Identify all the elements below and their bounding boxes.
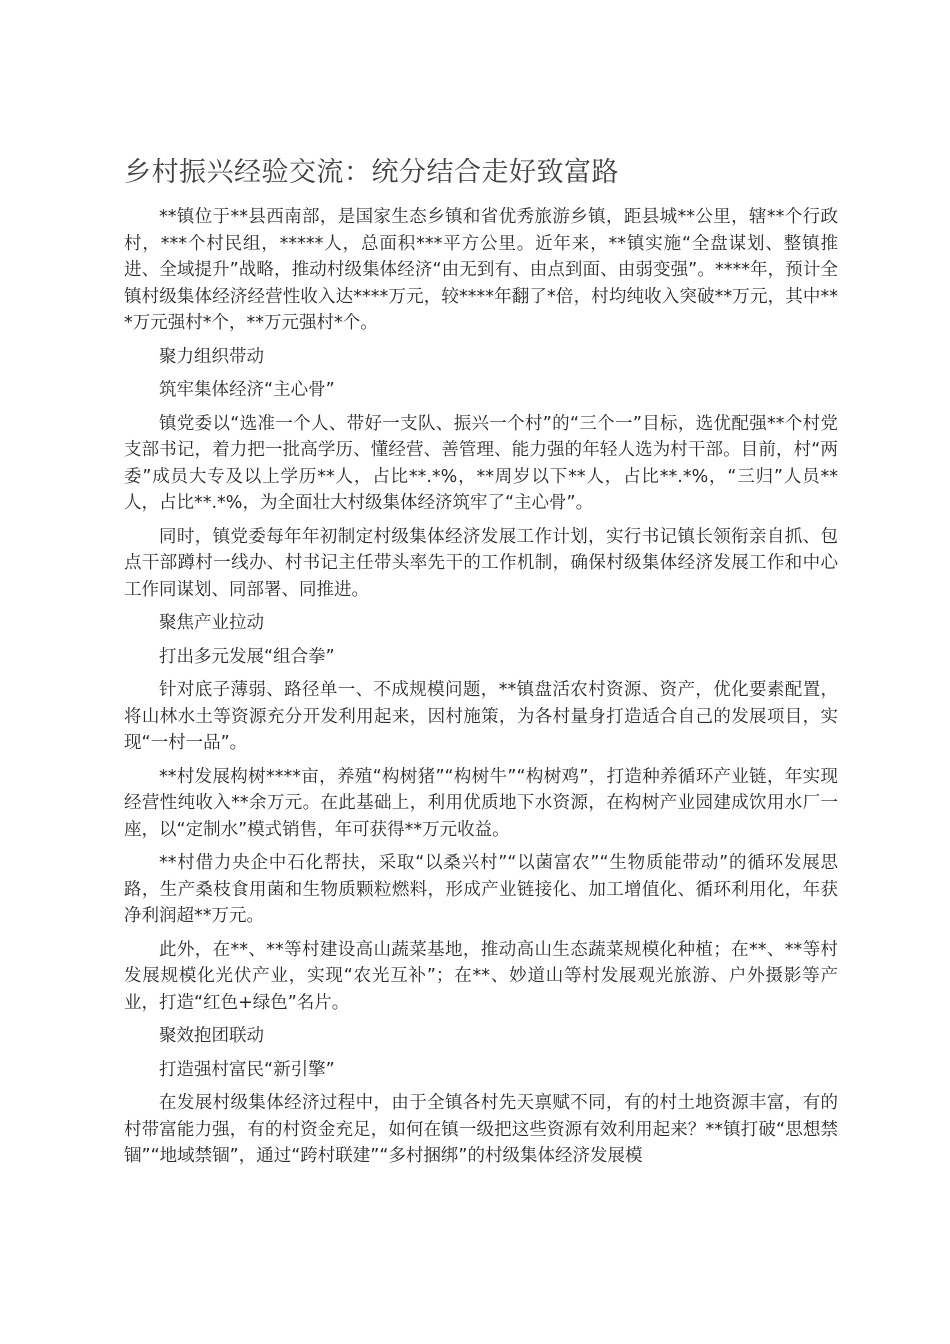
document-body	[124, 204, 838, 1177]
section-subheading-cooperation: 打造强村富民“新引擎”	[159, 1059, 335, 1080]
paragraph-party-committee: 镇党委以“选准一个人、带好一支队、振兴一个村”的“三个一”目标，选优配强**个村党支部书记，着力把一批高学历、懂经营、善管理、能力强的年轻人选为村干部。目前，村“两委”成员大专及以上学历**人，占比**.*%，**周岁以下**人，占比**.*%，“三归”人员**人，占比**.*%，为全面壮大村级集体经济筑牢了“主心骨”。	[124, 413, 838, 513]
paragraph-paper-mulberry: **村发展构树****亩，养殖“构树猪”“构树牛”“构树鸡”，打造种养循环产业链，年实现经营性纯收入**余万元。在此基础上，利用优质地下水资源，在构树产业园建成饮用水厂一座，以“定制水”模式销售，年可获得**万元收益。	[124, 766, 838, 840]
section-heading-cooperation: 聚效抱团联动	[159, 1026, 264, 1046]
section-heading-organization: 聚力组织带动	[159, 346, 264, 367]
paragraph-collective-economy: 在发展村级集体经济过程中，由于全镇各村先天禀赋不同，有的村土地资源丰富，有的村带富能力强，有的村资金充足，如何在镇一级把这些资源有效利用起来？**镇打破“思想禁锢”“地域禁锢”，通过“跨村联建”“多村捆绑”的村级集体经济发展模	[124, 1093, 838, 1166]
paragraph-intro: **镇位于**县西南部，是国家生态乡镇和省优秀旅游乡镇，距县城**公里，辖**个行政村，***个村民组，*****人，总面积***平方公里。近年来，**镇实施“全盘谋划、整镇推进、全域提升”战略，推动村级集体经济“由无到有、由点到面、由弱变强”。****年，预计全镇村级集体经济经营性收入达****万元，较****年翻了*倍，村均纯收入突破**万元，其中***万元强村*个，**万元强村*个。	[124, 207, 838, 333]
section-subheading-organization: 筑牢集体经济“主心骨”	[159, 380, 335, 400]
section-heading-industry: 聚焦产业拉动	[159, 613, 264, 633]
paragraph-work-plan: 同时，镇党委每年年初制定村级集体经济发展工作计划，实行书记镇长领衔亲自抓、包点干部蹲村一线办、村书记主任带头率先干的工作机制，确保村级集体经济发展工作和中心工作同谋划、同部署、同推进。	[124, 526, 838, 600]
paragraph-other-villages: 此外，在**、**等村建设高山蔬菜基地，推动高山生态蔬菜规模化种植；在**、**等村发展规模化光伏产业，实现“农光互补”；在**、妙道山等村发展观光旅游、户外摄影等产业，打造“红色+绿色”名片。	[124, 939, 838, 1013]
document-title: 乡村振兴经验交流：统分结合走好致富路	[124, 157, 619, 188]
section-subheading-industry: 打出多元发展“组合拳”	[159, 646, 335, 667]
paragraph-resources: 针对底子薄弱、路径单一、不成规模问题，**镇盘活农村资源、资产，优化要素配置，将山林水土等资源充分开发利用起来，因村施策，为各村量身打造适合自己的发展项目，实现“一村一品”。	[124, 680, 838, 753]
paragraph-sinopec: **村借力央企中石化帮扶，采取“以桑兴村”“以菌富农”“生物质能带动”的循环发展思路，生产桑枝食用菌和生物质颗粒燃料，形成产业链接化、加工增值化、循环利用化，年获净利润超**万元。	[124, 853, 838, 926]
